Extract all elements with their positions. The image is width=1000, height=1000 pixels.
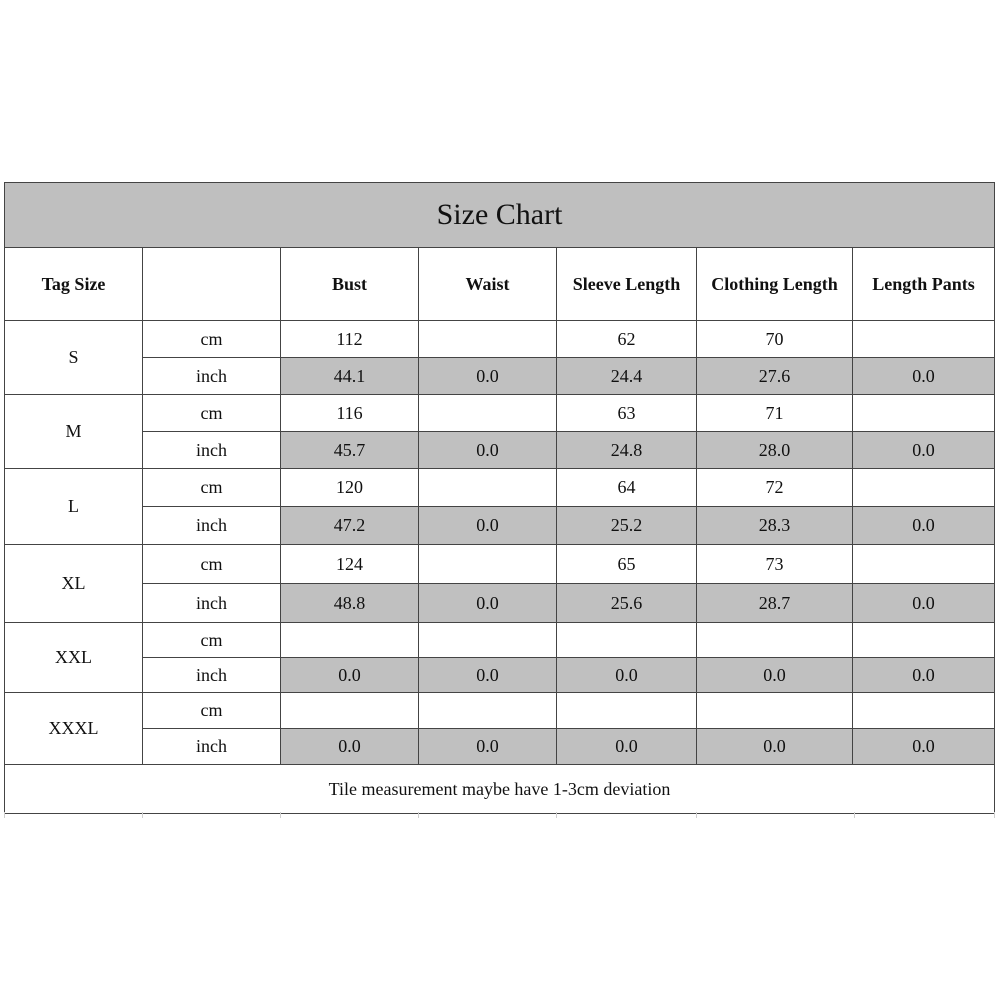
value-cell: [281, 693, 419, 729]
value-cell: [697, 693, 853, 729]
unit-cell: inch: [143, 432, 281, 469]
tag-size-cell: XXL: [5, 623, 143, 693]
value-cell: 44.1: [281, 358, 419, 395]
value-cell: 48.8: [281, 584, 419, 623]
value-cell: [419, 395, 557, 432]
unit-cell: cm: [143, 321, 281, 358]
value-cell: 0.0: [853, 432, 995, 469]
table-row: [5, 693, 995, 729]
value-cell: 120: [281, 469, 419, 507]
header-unit: [143, 248, 281, 321]
value-cell: 0.0: [853, 507, 995, 545]
unit-cell: cm: [143, 395, 281, 432]
tag-size-cell: L: [5, 469, 143, 545]
value-cell: [419, 545, 557, 584]
value-cell: 0.0: [419, 729, 557, 765]
unit-cell: inch: [143, 507, 281, 545]
value-cell: 70: [697, 321, 853, 358]
value-cell: 62: [557, 321, 697, 358]
value-cell: [853, 395, 995, 432]
value-cell: [419, 321, 557, 358]
value-cell: 0.0: [697, 658, 853, 693]
value-cell: 0.0: [281, 729, 419, 765]
value-cell: [697, 623, 853, 658]
value-cell: [419, 469, 557, 507]
value-cell: 72: [697, 469, 853, 507]
value-cell: 65: [557, 545, 697, 584]
header-tag-size: Tag Size: [5, 248, 143, 321]
unit-cell: cm: [143, 693, 281, 729]
value-cell: 63: [557, 395, 697, 432]
chart-title: Size Chart: [5, 183, 995, 248]
value-cell: [557, 693, 697, 729]
table-row: [5, 321, 995, 358]
value-cell: [281, 623, 419, 658]
table-row: [5, 358, 995, 395]
value-cell: [853, 469, 995, 507]
value-cell: 116: [281, 395, 419, 432]
tag-size-cell: XXXL: [5, 693, 143, 765]
unit-cell: cm: [143, 545, 281, 584]
size-chart-sheet: [4, 182, 994, 814]
unit-cell: inch: [143, 729, 281, 765]
value-cell: 25.2: [557, 507, 697, 545]
unit-cell: inch: [143, 658, 281, 693]
value-cell: 64: [557, 469, 697, 507]
table-row: [5, 507, 995, 545]
unit-cell: cm: [143, 469, 281, 507]
size-chart-table: [4, 182, 995, 814]
sheet-gridlines: [0, 812, 1000, 820]
unit-cell: inch: [143, 584, 281, 623]
header-length-pants: Length Pants: [853, 248, 995, 321]
value-cell: [853, 693, 995, 729]
tag-size-cell: M: [5, 395, 143, 469]
table-row: [5, 469, 995, 507]
value-cell: 27.6: [697, 358, 853, 395]
value-cell: 71: [697, 395, 853, 432]
tag-size-cell: S: [5, 321, 143, 395]
value-cell: 73: [697, 545, 853, 584]
value-cell: [853, 321, 995, 358]
value-cell: 47.2: [281, 507, 419, 545]
table-row: [5, 729, 995, 765]
unit-cell: inch: [143, 358, 281, 395]
value-cell: 0.0: [419, 507, 557, 545]
value-cell: 0.0: [853, 358, 995, 395]
unit-cell: cm: [143, 623, 281, 658]
measurement-note: Tile measurement maybe have 1-3cm deviation: [5, 765, 995, 814]
value-cell: 124: [281, 545, 419, 584]
value-cell: 24.8: [557, 432, 697, 469]
table-row: [5, 432, 995, 469]
value-cell: 0.0: [697, 729, 853, 765]
value-cell: 0.0: [419, 358, 557, 395]
value-cell: 25.6: [557, 584, 697, 623]
value-cell: 24.4: [557, 358, 697, 395]
value-cell: 0.0: [853, 729, 995, 765]
table-row: [5, 584, 995, 623]
table-row: [5, 545, 995, 584]
value-cell: 0.0: [853, 658, 995, 693]
table-row: [5, 395, 995, 432]
value-cell: 28.0: [697, 432, 853, 469]
header-sleeve-length: Sleeve Length: [557, 248, 697, 321]
value-cell: 0.0: [419, 658, 557, 693]
table-row: [5, 623, 995, 658]
value-cell: 0.0: [419, 584, 557, 623]
value-cell: [419, 623, 557, 658]
tag-size-cell: XL: [5, 545, 143, 623]
value-cell: 0.0: [557, 729, 697, 765]
value-cell: 0.0: [853, 584, 995, 623]
value-cell: 28.7: [697, 584, 853, 623]
value-cell: [853, 545, 995, 584]
table-row: [5, 658, 995, 693]
header-clothing-length: Clothing Length: [697, 248, 853, 321]
header-waist: Waist: [419, 248, 557, 321]
value-cell: 28.3: [697, 507, 853, 545]
value-cell: 45.7: [281, 432, 419, 469]
value-cell: 0.0: [557, 658, 697, 693]
value-cell: [557, 623, 697, 658]
value-cell: [419, 693, 557, 729]
value-cell: 0.0: [281, 658, 419, 693]
header-bust: Bust: [281, 248, 419, 321]
value-cell: 0.0: [419, 432, 557, 469]
value-cell: 112: [281, 321, 419, 358]
header-row: [5, 248, 995, 321]
value-cell: [853, 623, 995, 658]
